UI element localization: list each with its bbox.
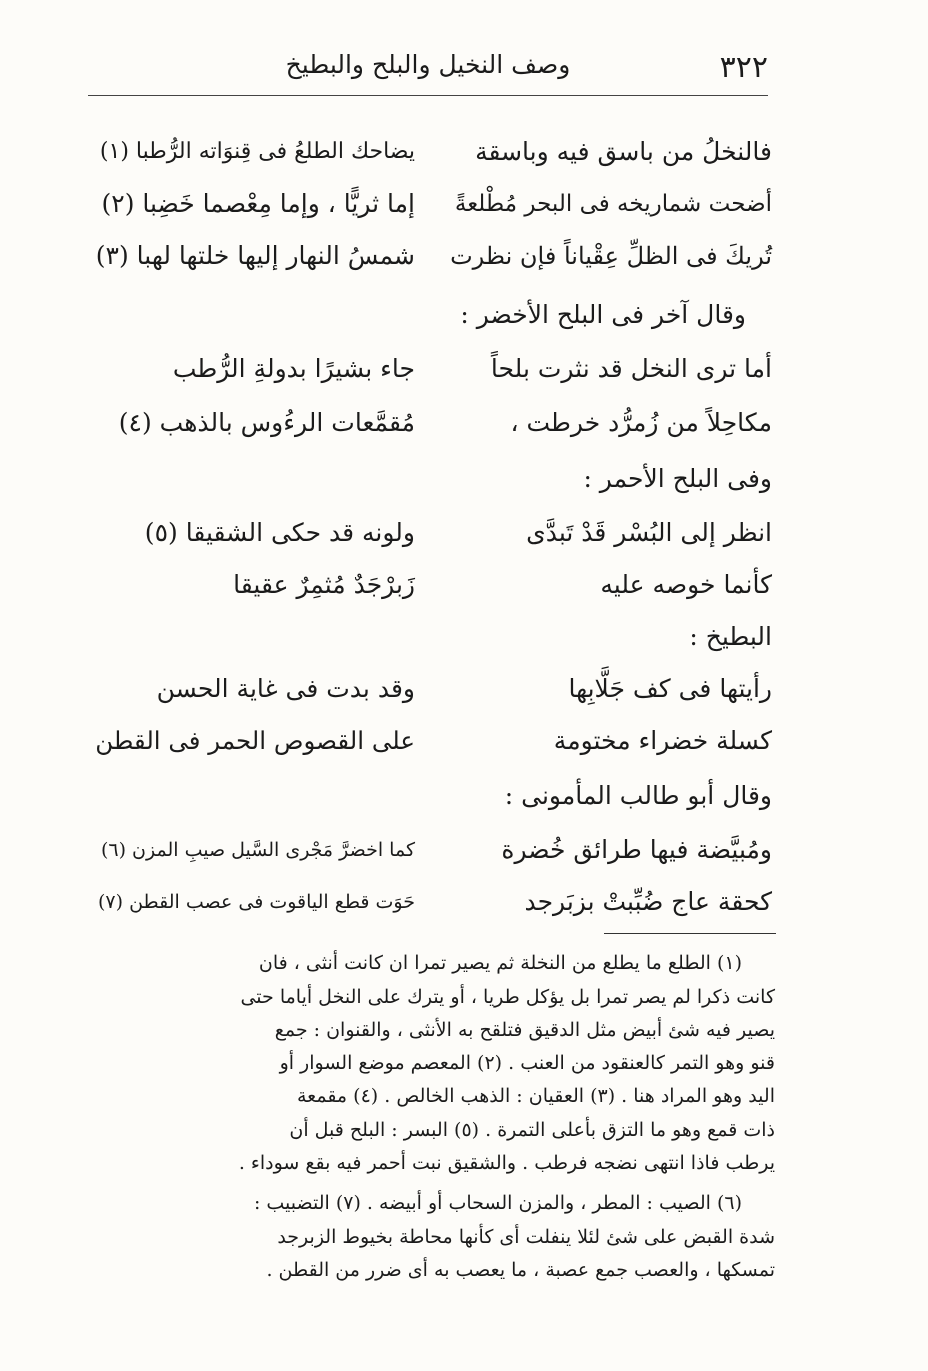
footnote-line: تمسكها ، والعصب جمع عصبة ، ما يعصب به أى ضرر من القطن . <box>266 1259 775 1281</box>
verse-hemistich-second: شمسُ النهار إليها خلتها لهبا (٣) <box>95 241 415 270</box>
footnote-line: (٦) الصيب : المطر ، والمزن السحاب أو أبيضه . (٧) التضبيب : <box>253 1192 742 1214</box>
running-title: وصف النخيل والبلح والبطيخ <box>285 50 571 79</box>
verse-hemistich-first: كحقة عاج ضُبِّبتْ بزبَرجد <box>524 887 772 916</box>
verse-hemistich-first: أضحت شماريخه فى البحر مُطْلعةً <box>454 191 772 217</box>
verse-hemistich-first: ومُبيَّضة فيها طرائق خُضرة <box>501 835 772 864</box>
footnote-line: اليد وهو المراد هنا . (٣) العقيان : الذهب الخالص . (٤) مقمعة <box>296 1085 775 1107</box>
verse-hemistich-second: حَوَت قطع الياقوت فى عصب القطن (٧) <box>97 891 415 913</box>
verse-hemistich-first: مكاحِلاً من زُمرُّد خرطت ، <box>510 408 772 437</box>
footnote-line: (١) الطلع ما يطلع من النخلة ثم يصير تمرا ان كانت أنثى ، فان <box>258 952 742 974</box>
footnote-line: ذات قمع وهو ما التزق بأعلى التمرة . (٥) البسر : البلح قبل أن <box>289 1119 775 1141</box>
footnote-line: يرطب فاذا انتهى نضجه فرطب . والشقيق نبت أحمر فيه بقع سوداء . <box>238 1152 775 1174</box>
footnote-line: كانت ذكرا لم يصر تمرا بل يؤكل طريا ، أو يترك على النخل أياما حتى <box>240 986 775 1008</box>
verse-hemistich-first: تُريكَ فى الظلِّ عِقْياناً فإن نظرت <box>450 242 772 270</box>
section-heading: وقال آخر فى البلح الأخضر : <box>460 300 746 329</box>
section-heading: وفى البلح الأحمر : <box>583 464 772 493</box>
footnote-line: شدة القبض على شئ لئلا ينفلت أى كأنها محاطة بخيوط الزبرجد <box>277 1226 775 1248</box>
verse-hemistich-second: جاء بشيرًا بدولةِ الرُّطب <box>172 354 415 383</box>
verse-hemistich-second: على القصوص الحمر فى القطن <box>95 726 415 755</box>
verse-hemistich-first: أما ترى النخل قد نثرت بلحاً <box>490 354 772 383</box>
verse-hemistich-second: مُقمَّعات الرءُوس بالذهب (٤) <box>118 408 415 437</box>
section-heading: البطيخ : <box>689 622 772 651</box>
verse-hemistich-first: كسلة خضراء مختومة <box>553 726 772 755</box>
section-heading: وقال أبو طالب المأمونى : <box>504 781 772 810</box>
verse-hemistich-second: وقد بدت فى غاية الحسن <box>156 674 415 703</box>
verse-hemistich-first: كأنما خوصه عليه <box>600 570 772 599</box>
verse-hemistich-second: يضاحك الطلعُ فى قِنوَاته الرُّطبا (١) <box>99 139 415 164</box>
footnote-line: قنو وهو التمر كالعنقود من العنب . (٢) المعصم موضع السوار أو <box>279 1052 775 1074</box>
footnote-line: يصير فيه شئ أبيض مثل الدقيق فتلقح به الأنثى ، والقنوان : جمع <box>274 1019 775 1041</box>
footnote-rule <box>604 933 776 934</box>
page-number: ٣٢٢ <box>719 50 768 85</box>
verse-hemistich-second: زَبرْجَدٌ مُثمِرٌ عقيقا <box>233 570 415 599</box>
verse-hemistich-second: إما ثريًّا ، وإما مِعْصما خَضِبا (٢) <box>101 189 415 218</box>
verse-hemistich-first: فالنخلُ من باسق فيه وباسقة <box>475 137 772 166</box>
verse-hemistich-first: رأيتها فى كف جَلَّابِها <box>568 674 772 703</box>
verse-hemistich-second: ولونه قد حكى الشقيقا (٥) <box>144 518 415 547</box>
page-header <box>88 50 768 90</box>
verse-hemistich-second: كما اخضرَّ مَجْرى السَّيل صيبِ المزن (٦) <box>100 839 415 861</box>
header-rule <box>88 95 768 96</box>
verse-hemistich-first: انظر إلى البُسْر قَدْ تَبدَّى <box>526 518 772 547</box>
